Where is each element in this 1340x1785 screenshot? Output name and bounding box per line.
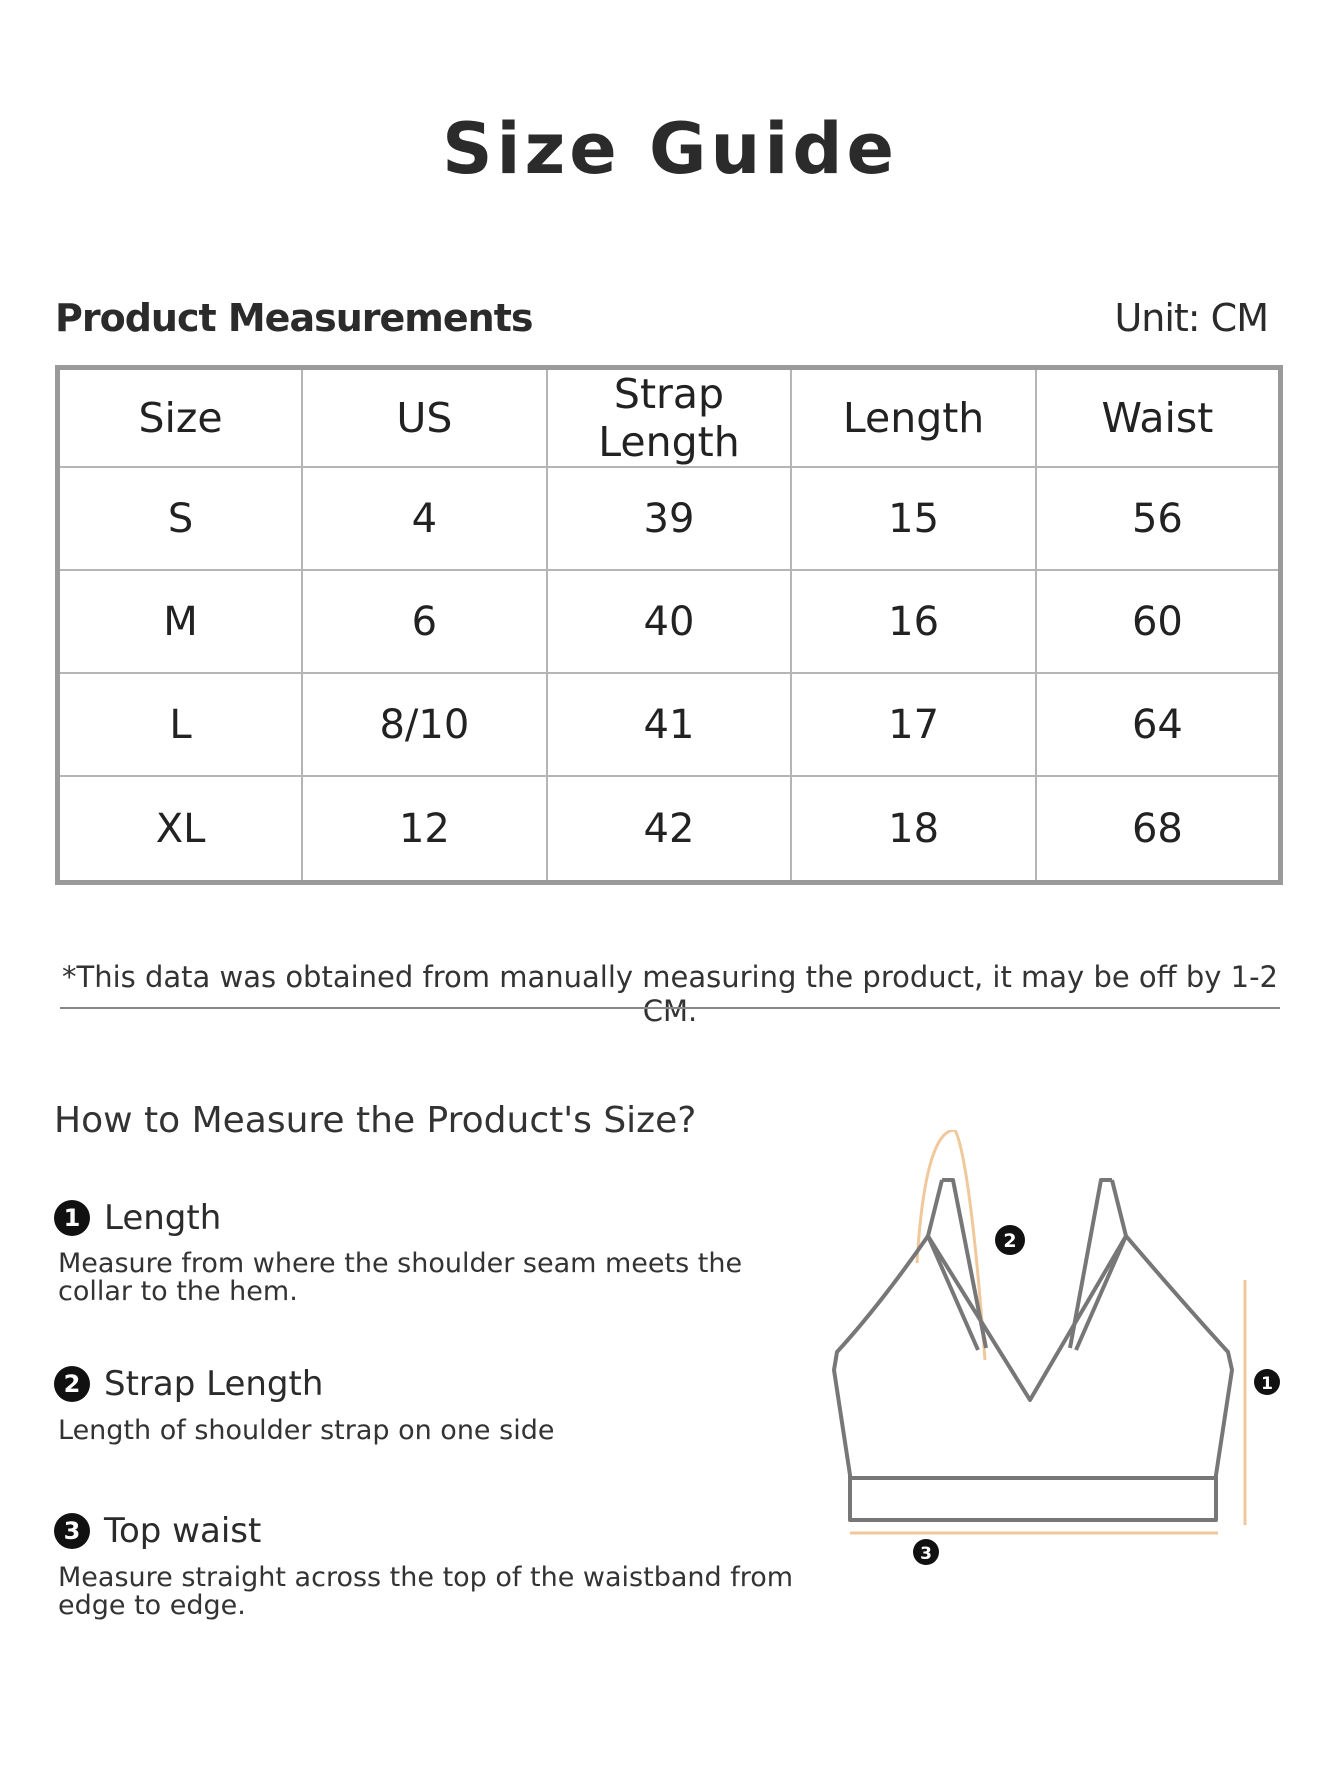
marker-2-icon bbox=[995, 1225, 1025, 1255]
table-cell: 15 bbox=[791, 467, 1036, 570]
table-cell: 64 bbox=[1036, 673, 1281, 776]
section-title: Product Measurements bbox=[55, 296, 533, 340]
table-cell: 8/10 bbox=[302, 673, 547, 776]
table-cell: 16 bbox=[791, 570, 1036, 673]
measurement-note: *This data was obtained from manually measuring the product, it may be off by 1-2 CM. bbox=[61, 960, 1279, 1028]
table-row bbox=[58, 776, 1281, 882]
table-header-row bbox=[58, 368, 1281, 468]
table-cell: 4 bbox=[302, 467, 547, 570]
page-title: Size Guide bbox=[442, 108, 898, 190]
table-row bbox=[58, 467, 1281, 570]
step-top-waist-title bbox=[54, 1511, 261, 1551]
step-length-title bbox=[54, 1198, 221, 1238]
table-cell: L bbox=[58, 673, 303, 776]
table-row bbox=[58, 570, 1281, 673]
step-strap-length-desc: Length of shoulder strap on one side bbox=[58, 1415, 555, 1446]
number-2-badge-icon: 2 bbox=[54, 1366, 90, 1402]
number-1-badge-icon: 1 bbox=[54, 1200, 90, 1236]
header-us: US bbox=[302, 368, 547, 468]
table-cell: 41 bbox=[547, 673, 792, 776]
table-cell: 40 bbox=[547, 570, 792, 673]
table-cell: 17 bbox=[791, 673, 1036, 776]
table-row bbox=[58, 673, 1281, 776]
marker-3-icon bbox=[913, 1539, 939, 1565]
table-cell: M bbox=[58, 570, 303, 673]
garment-outline bbox=[834, 1180, 1232, 1520]
table-cell: 6 bbox=[302, 570, 547, 673]
number-3-badge-icon: 3 bbox=[54, 1513, 90, 1549]
how-to-measure-title: How to Measure the Product's Size? bbox=[54, 1100, 697, 1141]
table-cell: 39 bbox=[547, 467, 792, 570]
header-size: Size bbox=[58, 368, 303, 468]
svg-text:2: 2 bbox=[1003, 1230, 1017, 1252]
table-cell: 18 bbox=[791, 776, 1036, 882]
unit-label: Unit: CM bbox=[1114, 296, 1268, 340]
step-length-desc: Measure from where the shoulder seam meets the collar to the hem. bbox=[58, 1248, 743, 1307]
header-waist: Waist bbox=[1036, 368, 1281, 468]
svg-text:1: 1 bbox=[1261, 1374, 1273, 1394]
header-length: Length bbox=[791, 368, 1036, 468]
step-title-label: Length bbox=[104, 1198, 222, 1238]
size-table bbox=[55, 365, 1283, 885]
strap-measure-line bbox=[917, 1130, 985, 1360]
table-cell: 68 bbox=[1036, 776, 1281, 882]
header-strap-length: Strap Length bbox=[547, 368, 792, 468]
svg-text:3: 3 bbox=[920, 1544, 932, 1564]
marker-1-icon bbox=[1254, 1369, 1280, 1395]
step-top-waist-desc: Measure straight across the top of the waistband from edge to edge. bbox=[58, 1562, 794, 1621]
table-cell: S bbox=[58, 467, 303, 570]
divider bbox=[60, 1007, 1280, 1009]
table-cell: 12 bbox=[302, 776, 547, 882]
step-title-label: Strap Length bbox=[104, 1364, 324, 1404]
table-cell: 60 bbox=[1036, 570, 1281, 673]
table-cell: 42 bbox=[547, 776, 792, 882]
table-cell: 56 bbox=[1036, 467, 1281, 570]
bra-measure-diagram bbox=[820, 1130, 1300, 1590]
step-strap-length-title bbox=[54, 1364, 323, 1404]
table-cell: XL bbox=[58, 776, 303, 882]
step-title-label: Top waist bbox=[104, 1511, 262, 1551]
